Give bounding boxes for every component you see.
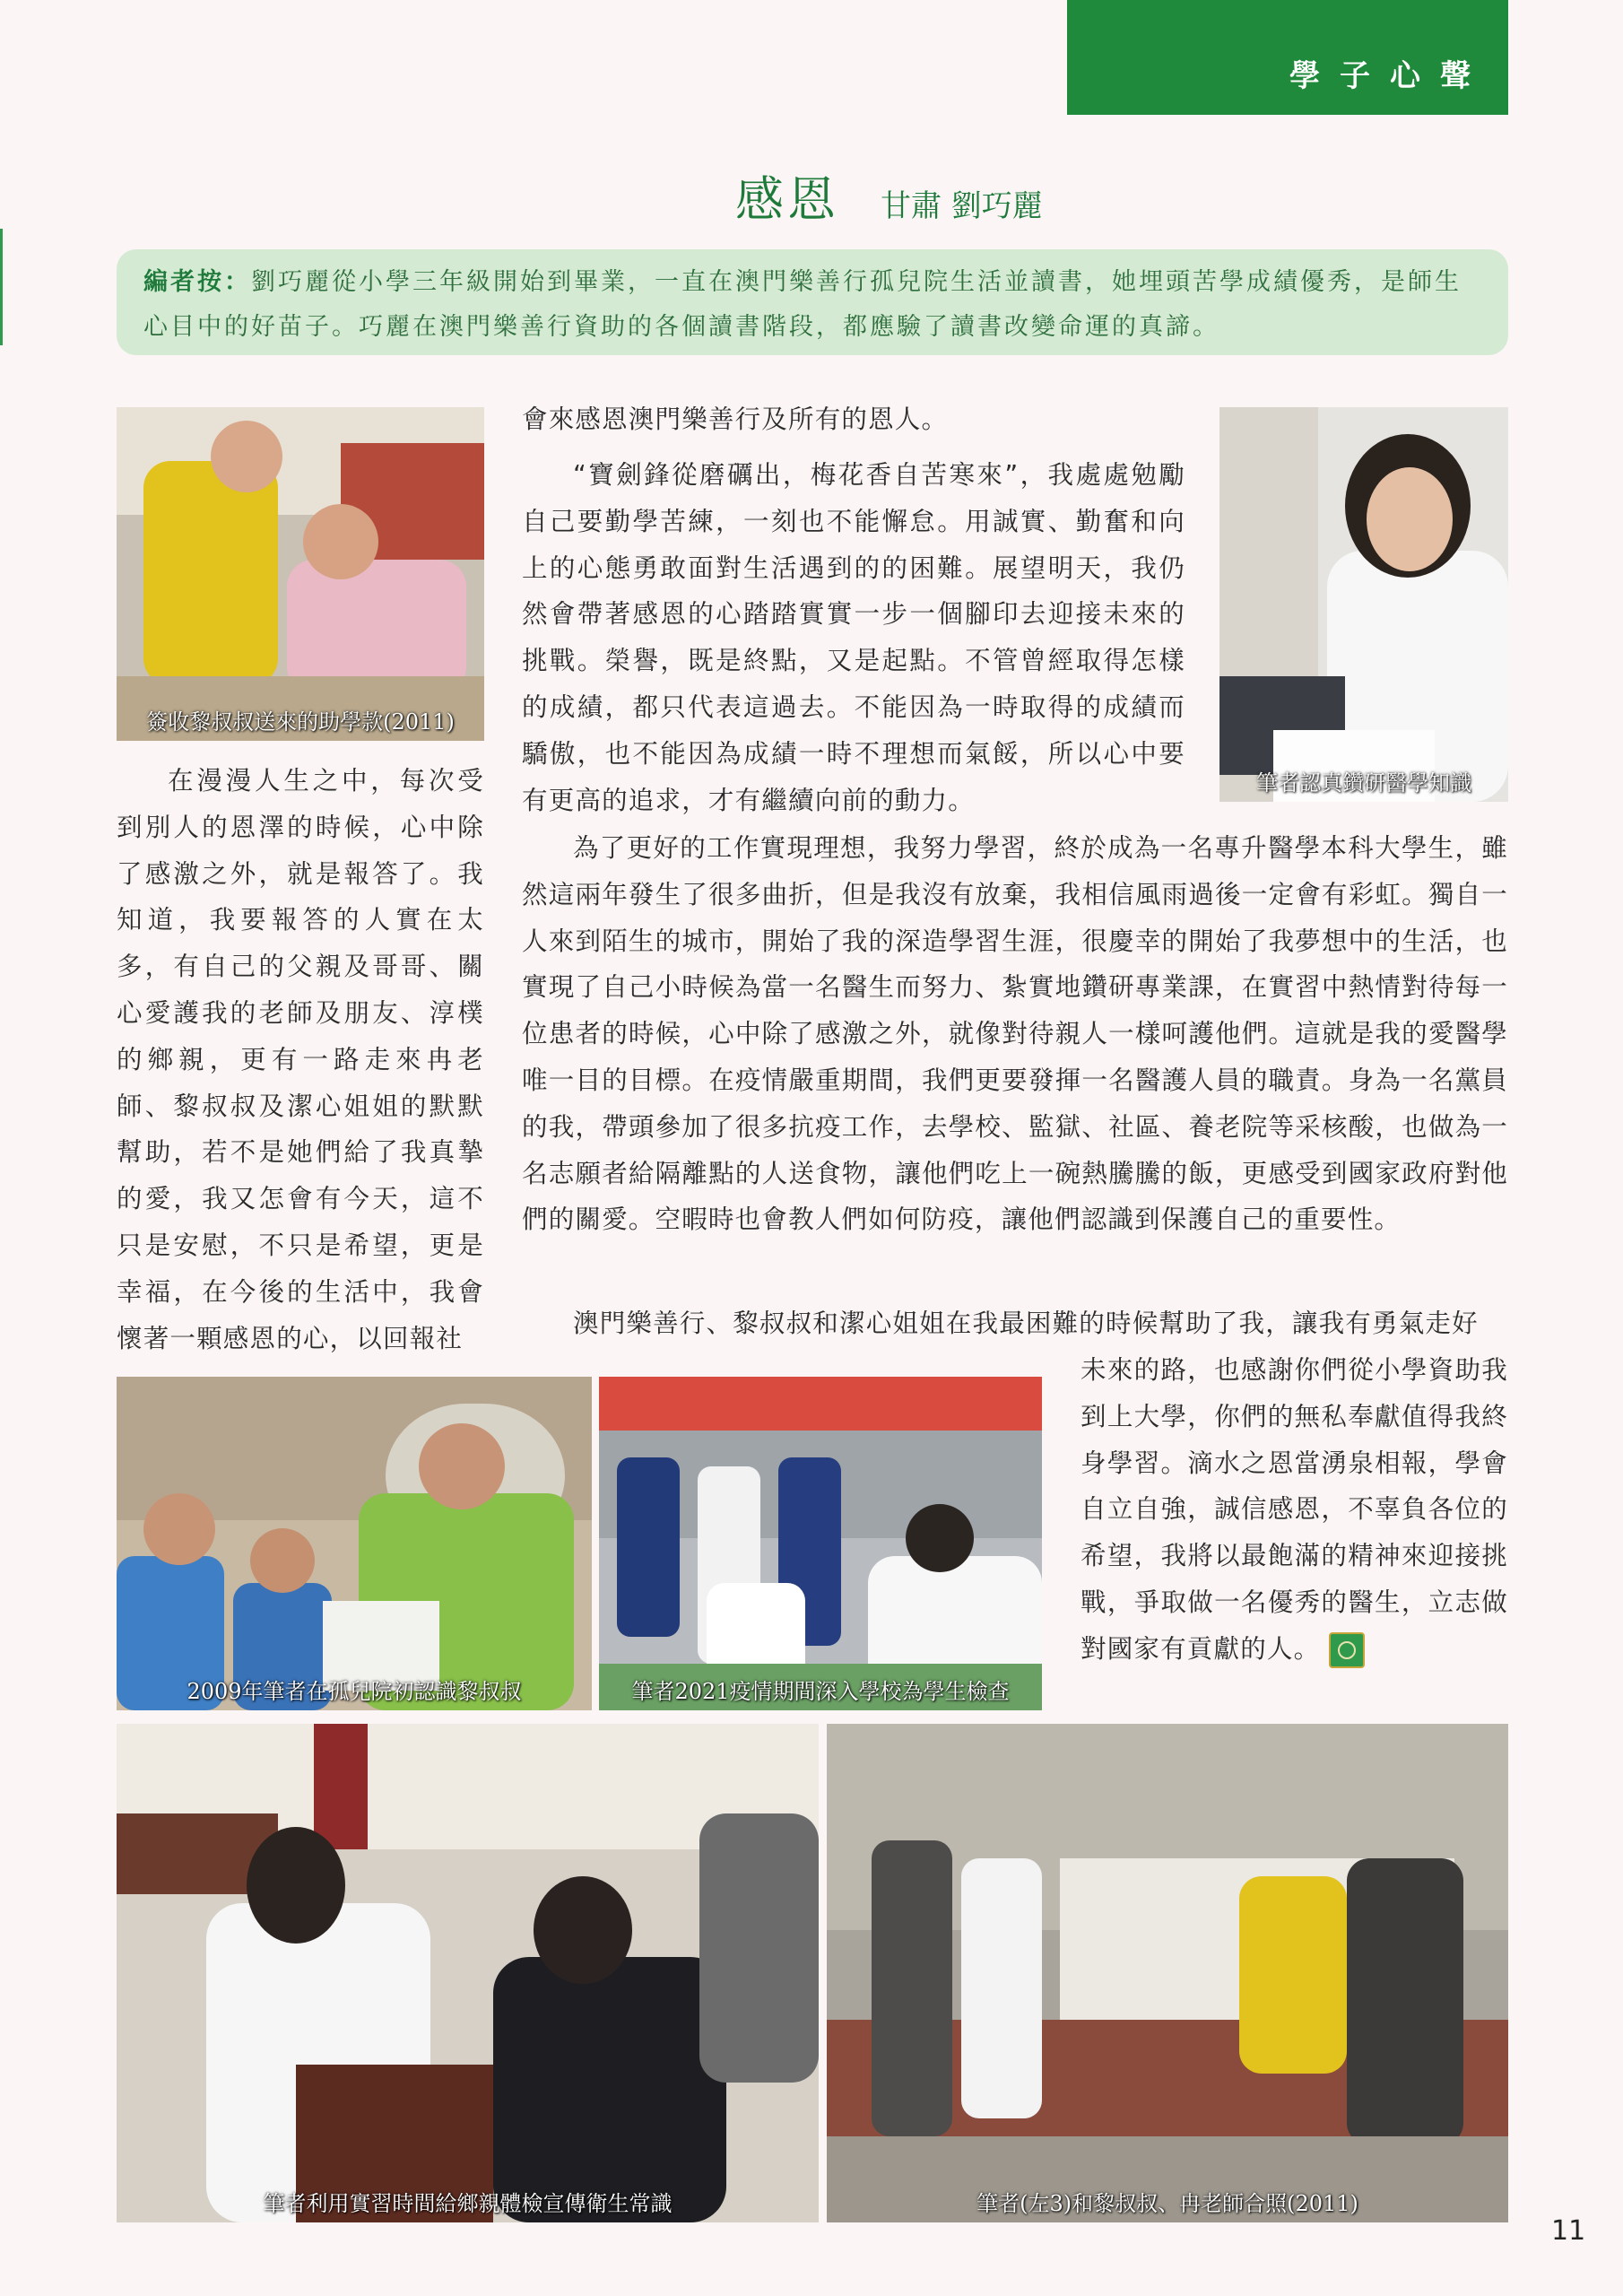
photo-image (1219, 407, 1508, 802)
section-label: 學子心聲 (1289, 58, 1490, 94)
body-paragraph-final-rest (1081, 1347, 1508, 1673)
photo-school-checkup (599, 1377, 1042, 1710)
editor-note (117, 249, 1508, 355)
photo-image (117, 1724, 819, 2222)
photo-image (599, 1377, 1042, 1710)
photo-image (117, 407, 484, 741)
body-paragraph-quote: “寶劍鋒從磨礪出，梅花香自苦寒來”，我處處勉勵自己要勤學苦練，一刻也不能懈怠。用誠實、勤奮和向上的心態勇敢面對生活遇到的的困難。展望明天，我仍然會帶著感恩的心踏踏實實一步一個腳印去迎接未來的挑戰。榮譽，既是終點，又是起點。不管曾經取得怎樣的成績，都只代表這過去。不能因為一時取得的成績而驕傲，也不能因為成績一時不理想而氣餒，所以心中要有更高的追求，才有繼續向前的動力。 (522, 460, 1185, 815)
article-title: 感恩 (735, 171, 839, 228)
photo-studying (1219, 407, 1508, 802)
photo-group (827, 1724, 1508, 2222)
body-paragraph-wide: 為了更好的工作實現理想，我努力學習，終於成為一名專升醫學本科大學生，雖然這兩年發生了很多曲折，但是我沒有放棄，我相信風雨過後一定會有彩虹。獨自一人來到陌生的城市，開始了我的深造學習生涯，很慶幸的開始了我夢想中的生活，也實現了自己小時候為當一名醫生而努力、紮實地鑽研專業課，在實習中熱情對待每一位患者的時候，心中除了感激之外，就像對待親人一樣呵護他們。這就是我的愛醫學唯一目的目標。在疫情嚴重期間，我們更要發揮一名醫護人員的職責。身為一名黨員的我，帶頭參加了很多抗疫工作，去學校、監獄、社區、養老院等采核酸，也做為一名志願者給隔離點的人送食物，讓他們吃上一碗熱騰騰的飯，更感受到國家政府對他們的關愛。空暇時也會教人們如何防疫，讓他們認識到保護自己的重要性。 (522, 833, 1508, 1235)
body-paragraph-final-first: 澳門樂善行、黎叔叔和潔心姐姐在我最困難的時候幫助了我，讓我有勇氣走好 (573, 1309, 1479, 1338)
editor-note-text: 劉巧麗從小學三年級開始到畢業，一直在澳門樂善行孤兒院生活並讀書，她埋頭苦學成績優秀，是師生心目中的好苗子。巧麗在澳門樂善行資助的各個讀書階段，都應驗了讀書改變命運的真諦。 (143, 268, 1462, 341)
photo-caption: 筆者2021疫情期間深入學校為學生檢查 (631, 1679, 1010, 1704)
edge-marker (0, 229, 3, 345)
photo-receiving-funds (117, 407, 484, 741)
photo-caption: 簽收黎叔叔送來的助學款(2011) (146, 709, 455, 735)
photo-village-health-check (117, 1724, 819, 2222)
photo-first-meeting (117, 1377, 592, 1710)
editor-note-label: 編者按： (143, 268, 251, 296)
page-number: 11 (1551, 2215, 1586, 2247)
photo-image (827, 1724, 1508, 2222)
photo-caption: 筆者(左3)和黎叔叔、冉老師合照(2011) (976, 2191, 1358, 2216)
photo-caption: 2009年筆者在孤兒院初認識黎叔叔 (187, 1679, 522, 1704)
body-paragraph-left: 在漫漫人生之中，每次受到別人的恩澤的時候，心中除了感激之外，就是報答了。我知道，我要報答的人實在太多，有自己的父親及哥哥、關心愛護我的老師及朋友、淳樸的鄉親，更有一路走來冉老師、黎叔叔及潔心姐姐的默默幫助，若不是她們給了我真摯的愛，我又怎會有今天，這不只是安慰，不只是希望，更是幸福，在今後的生活中，我會懷著一顆感恩的心，以回報社 (117, 766, 484, 1353)
article-author: 甘肅 劉巧麗 (881, 188, 1043, 224)
photo-caption: 筆者認真鑽研醫學知識 (1256, 770, 1471, 796)
final-paragraph-text: 未來的路，也感謝你們從小學資助我到上大學，你們的無私奉獻值得我終身學習。滴水之恩當湧泉相報，學會自立自強，誠信感恩，不辜負各位的希望，我將以最飽滿的精神來迎接挑戰，爭取做一名優秀的醫生，立志做對國家有貢獻的人。 (1081, 1355, 1508, 1664)
photo-caption: 筆者利用實習時間給鄉親體檢宣傳衛生常識 (263, 2191, 673, 2216)
end-mark-logo-icon (1329, 1632, 1365, 1668)
body-paragraph-continued: 會來感恩澳門樂善行及所有的恩人。 (522, 404, 949, 434)
section-tag (1067, 0, 1508, 115)
photo-image (117, 1377, 592, 1710)
